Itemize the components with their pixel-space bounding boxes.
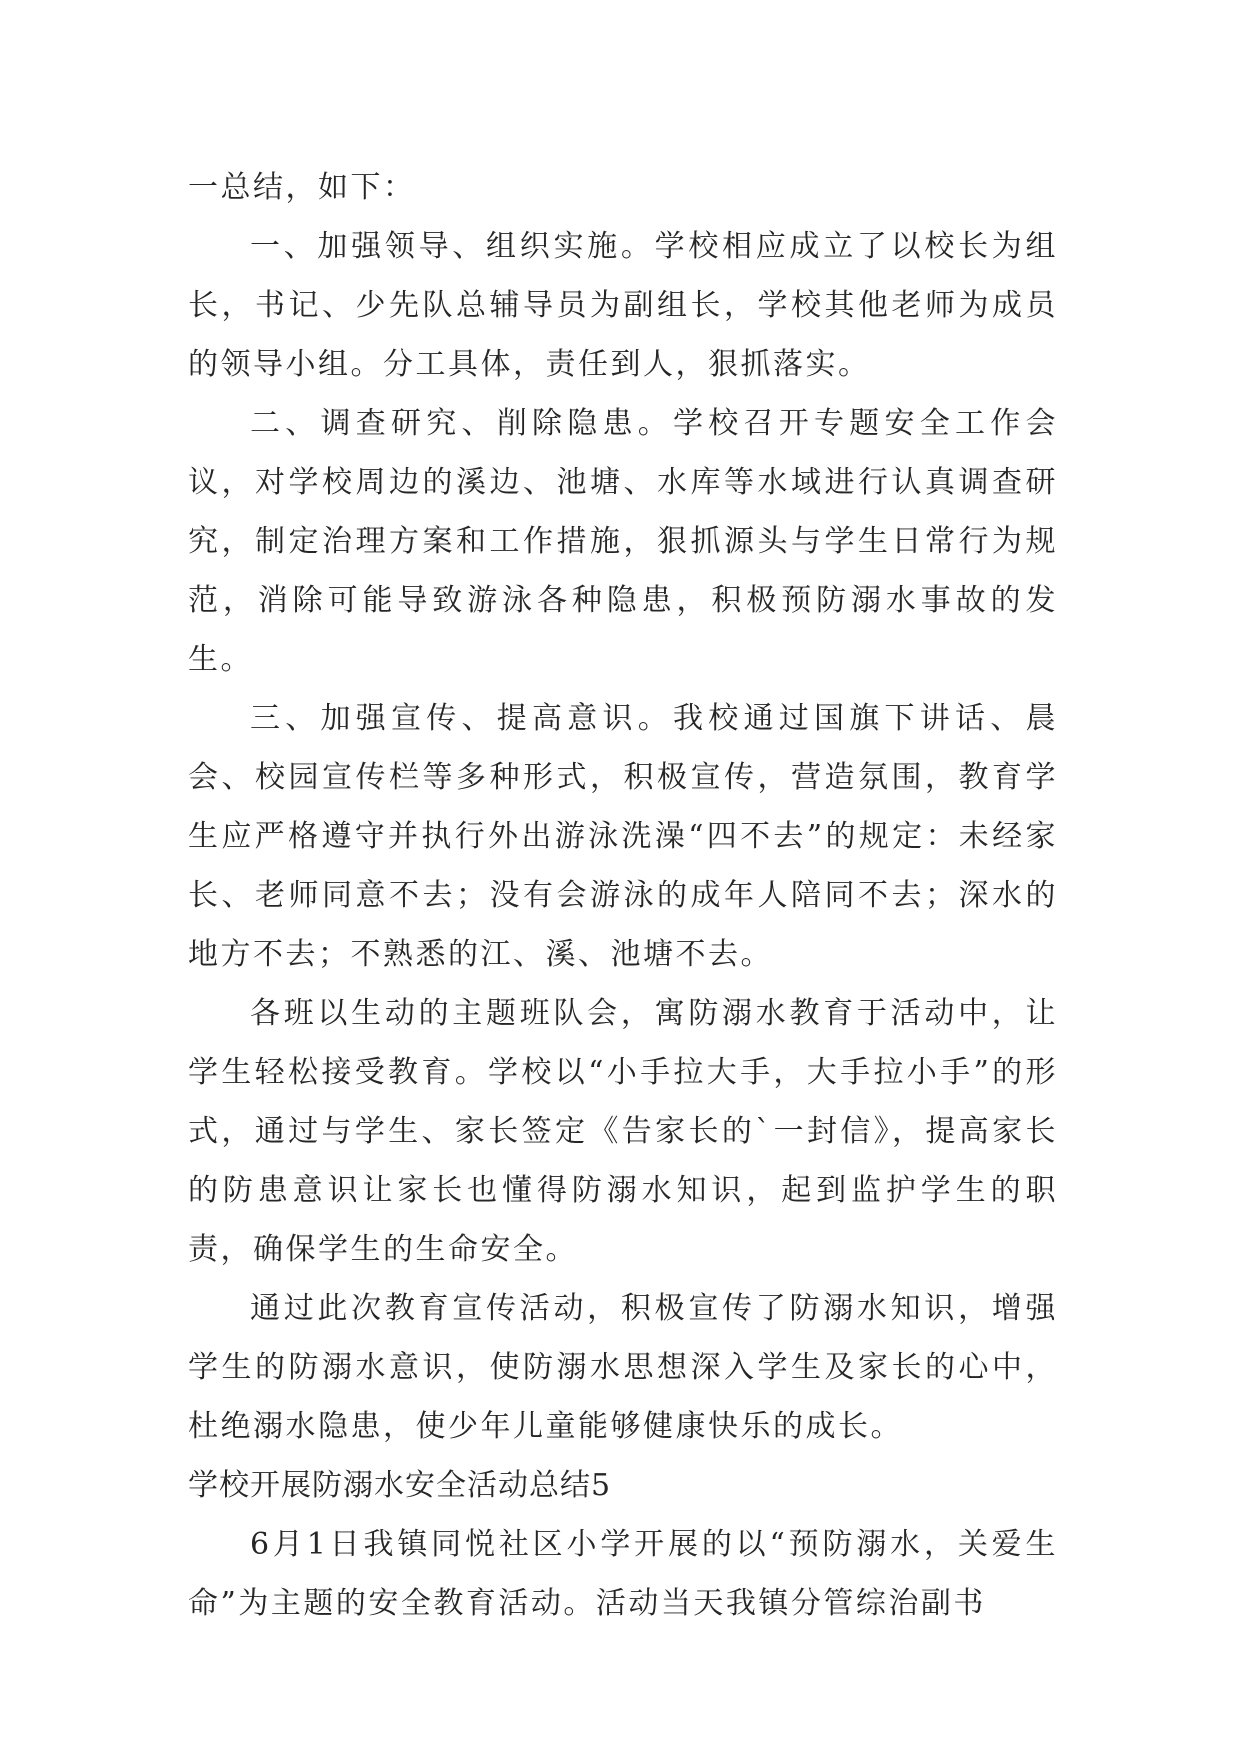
- paragraph-class-meetings: 各班以生动的主题班队会，寓防溺水教育于活动中，让学生轻松接受教育。学校以“小手拉大手，大手拉小手”的形式，通过与学生、家长签定《告家长的`一封信》，提高家长的防患意识让家长也懂得防溺水知识，起到监护学生的职责，确保学生的生命安全。: [188, 996, 1058, 1267]
- section-heading: 学校开展防溺水安全活动总结5: [188, 1468, 612, 1503]
- paragraph-conclusion: 通过此次教育宣传活动，积极宣传了防溺水知识，增强学生的防溺水意识，使防溺水思想深入学生及家长的心中，杜绝溺水隐患，使少年儿童能够健康快乐的成长。: [188, 1291, 1058, 1444]
- paragraph-investigation: 二、调查研究、削除隐患。学校召开专题安全工作会议，对学校周边的溪边、池塘、水库等水域进行认真调查研究，制定治理方案和工作措施，狠抓源头与学生日常行为规范，消除可能导致游泳各种隐患，积极预防溺水事故的发生。: [188, 406, 1058, 677]
- document-body: [188, 158, 1058, 1633]
- paragraph-leadership: 一、加强领导、组织实施。学校相应成立了以校长为组长，书记、少先队总辅导员为副组长，学校其他老师为成员的领导小组。分工具体，责任到人，狠抓落实。: [188, 229, 1058, 382]
- paragraph-intro-continuation: 一总结，如下：: [188, 170, 416, 205]
- paragraph-summary-5-start: 6月1日我镇同悦社区小学开展的以“预防溺水，关爱生命”为主题的安全教育活动。活动当天我镇分管综治副书: [188, 1527, 1058, 1621]
- paragraph-publicity: 三、加强宣传、提高意识。我校通过国旗下讲话、晨会、校园宣传栏等多种形式，积极宣传，营造氛围，教育学生应严格遵守并执行外出游泳洗澡“四不去”的规定：未经家长、老师同意不去；没有会游泳的成年人陪同不去；深水的地方不去；不熟悉的江、溪、池塘不去。: [188, 701, 1058, 972]
